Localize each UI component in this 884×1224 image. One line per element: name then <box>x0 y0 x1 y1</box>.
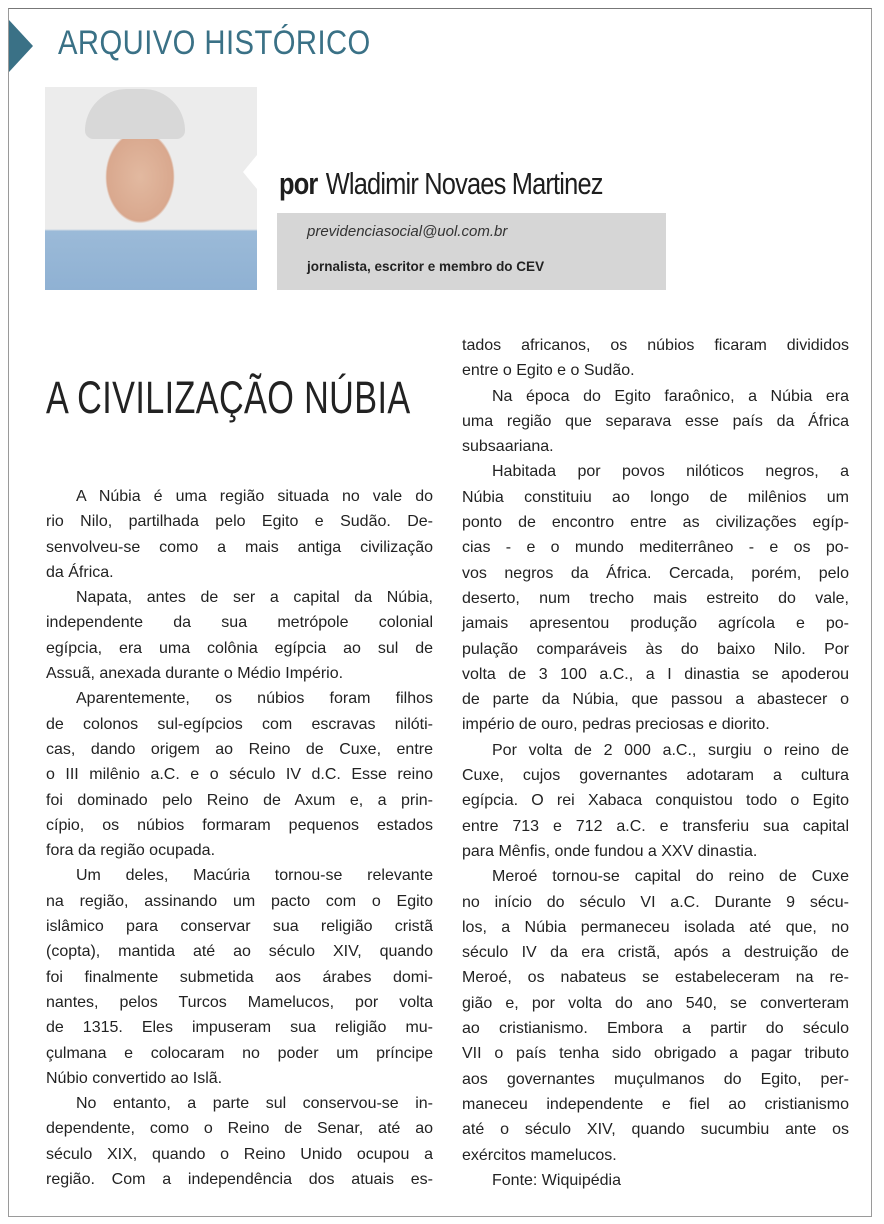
text-line: cias - e o mundo mediterrâneo - e os po- <box>462 539 849 557</box>
text-line: Núbia constituiu ao longo de milênios um <box>462 488 849 506</box>
text-line: Núbio convertido ao Islã. <box>46 1069 223 1087</box>
author-byline <box>279 166 603 202</box>
author-role: jornalista, escritor e membro do CEV <box>307 259 545 274</box>
text-line: los, a Núbia permaneceu isolada até que, no <box>462 918 849 936</box>
photo-notch <box>243 155 257 189</box>
text-line: exércitos mamelucos. <box>462 1146 617 1164</box>
text-line: Meroé tornou-se capital do reino de Cuxe <box>492 868 849 886</box>
text-line: subsaariana. <box>462 438 554 456</box>
text-line: egípcia. O rei Xabaca conquistou todo o Egito <box>462 792 849 810</box>
text-line: até o século XIV, quando sucumbiu ante os <box>462 1121 849 1139</box>
text-line: para Mênfis, onde fundou a XXV dinastia. <box>462 842 758 860</box>
paragraph <box>46 484 433 585</box>
text-line: cípio, os núbios formaram pequenos estados <box>46 816 433 834</box>
text-line: na região, assinando um pacto com o Egito <box>46 892 433 910</box>
article-title: A CIVILIZAÇÃO NÚBIA <box>46 372 411 423</box>
paragraph <box>462 384 849 460</box>
paragraph <box>462 864 849 1168</box>
paragraph <box>46 585 433 686</box>
paragraph <box>462 459 849 737</box>
text-line: rio Nilo, partilhada pelo Egito e Sudão. De- <box>46 513 433 531</box>
section-title: ARQUIVO HISTÓRICO <box>58 24 371 62</box>
text-line: Meroé, os nabateus se estabeleceram na re- <box>462 969 849 987</box>
text-line: vos negros da África. Cercada, porém, pelo <box>462 564 849 582</box>
text-line: século IV da era cristã, após a destruição de <box>462 944 849 962</box>
text-line: de 1315. Eles impuseram sua religião mu- <box>46 1019 433 1037</box>
section-arrow-icon <box>9 20 33 72</box>
text-line: século XIX, quando o Reino Unido ocupou a <box>46 1145 433 1163</box>
text-line: volta de 3 100 a.C., a I dinastia se apoderou <box>462 665 849 683</box>
text-line: entre o Egito e o Sudão. <box>462 362 635 380</box>
text-line: império de ouro, pedras preciosas e diorito. <box>462 716 770 734</box>
text-line: VII o país tenha sido obrigado a pagar tributo <box>462 1045 849 1063</box>
text-line: Na época do Egito faraônico, a Núbia era <box>492 387 849 405</box>
text-line: aos governantes muçulmanos do Egito, per- <box>462 1070 849 1088</box>
text-line: cas, dando origem ao Reino de Cuxe, entre <box>46 740 433 758</box>
text-line: pulação comparáveis às do baixo Nilo. Por <box>462 640 849 658</box>
text-line: foi dominado pelo Reino de Axum e, a prin- <box>46 791 433 809</box>
text-line: deserto, num trecho mais estreito do vale, <box>462 589 849 607</box>
author-name: Wladimir Novaes Martinez <box>325 166 603 201</box>
text-line: Por volta de 2 000 a.C., surgiu o reino de <box>492 741 849 759</box>
author-photo-hair <box>85 89 185 139</box>
paragraph <box>46 686 433 863</box>
text-line: (copta), mantida até ao século XIV, quando <box>46 943 433 961</box>
text-line: Napata, antes de ser a capital da Núbia, <box>76 589 433 607</box>
text-line: islâmico para conservar sua religião cristã <box>46 918 433 936</box>
paragraph <box>46 1091 433 1192</box>
text-line: maneceu independente e fiel ao cristianismo <box>462 1095 849 1113</box>
text-line: fora da região ocupada. <box>46 842 216 860</box>
text-line: ao cristianismo. Embora a partir do século <box>462 1020 849 1038</box>
paragraph <box>462 1168 849 1193</box>
paragraph <box>462 738 849 864</box>
text-line: nantes, pelos Turcos Mamelucos, por volta <box>46 993 433 1011</box>
text-line: Fonte: Wiquipédia <box>492 1171 621 1189</box>
article-column-right <box>462 333 849 1193</box>
text-line: uma região que separava esse país da África <box>462 412 849 430</box>
text-line: gião e, por volta do ano 540, se converteram <box>462 994 849 1012</box>
text-line: egípcia, era uma colônia egípcia ao sul de <box>46 639 433 657</box>
author-photo <box>45 87 257 290</box>
text-line: foi finalmente submetida aos árabes domi- <box>46 968 433 986</box>
text-line: Assuã, anexada durante o Médio Império. <box>46 665 344 683</box>
text-line: No entanto, a parte sul conservou-se in- <box>76 1095 433 1113</box>
text-line: independente da sua metrópole colonial <box>46 614 433 632</box>
text-line: o III milênio a.C. e o século IV d.C. Esse reino <box>46 766 433 784</box>
text-line: de colonos sul-egípcios com escravas nilóti- <box>46 715 433 733</box>
paragraph <box>46 863 433 1091</box>
text-line: dependente, como o Reino de Senar, até ao <box>46 1120 433 1138</box>
text-line: senvolveu-se como a mais antiga civilização <box>46 538 433 556</box>
article-column-left <box>46 484 433 1192</box>
author-email[interactable]: previdenciasocial@uol.com.br <box>307 223 508 240</box>
text-line: de parte da Núbia, que passou a abastecer o <box>462 691 849 709</box>
text-line: Aparentemente, os núbios foram filhos <box>76 690 433 708</box>
text-line: jamais apresentou produção agrícola e po- <box>462 615 849 633</box>
paragraph <box>462 333 849 384</box>
byline-prefix: por <box>279 166 318 201</box>
text-line: çulmana e colocaram no poder um príncipe <box>46 1044 433 1062</box>
text-line: região. Com a independência dos atuais es- <box>46 1171 433 1189</box>
text-line: tados africanos, os núbios ficaram divididos <box>462 337 849 354</box>
text-line: Um deles, Macúria tornou-se relevante <box>76 867 433 885</box>
text-line: Habitada por povos nilóticos negros, a <box>492 463 849 481</box>
author-info-box <box>277 213 666 290</box>
text-line: ponto de encontro entre as civilizações egíp- <box>462 514 849 532</box>
text-line: da África. <box>46 563 114 581</box>
text-line: A Núbia é uma região situada no vale do <box>76 488 433 505</box>
text-line: entre 713 e 712 a.C. e transferiu sua capital <box>462 817 849 835</box>
text-line: no início do século VI a.C. Durante 9 sécu- <box>462 893 849 911</box>
text-line: Cuxe, cujos governantes adotaram a cultura <box>462 767 849 785</box>
